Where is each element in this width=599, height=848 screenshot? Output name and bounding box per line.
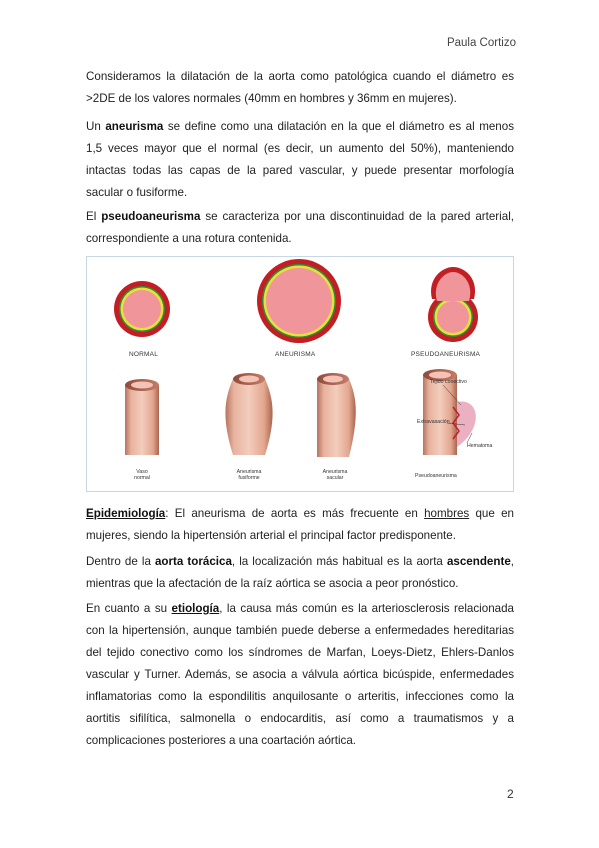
- aneurysm-figure: [86, 256, 514, 492]
- paragraph-aneurisma: [86, 116, 514, 204]
- normal-cross-section: [114, 281, 170, 337]
- text-post: que en mujeres, siendo la hipertensión arterial el principal factor predisponente.: [86, 507, 514, 542]
- label-aneurisma: ANEURISMA: [275, 351, 316, 358]
- caption-aneurisma-fusiforme: Aneurisma fusiforme: [236, 469, 262, 481]
- text-mid: : El aneurisma de aorta es más frecuente en: [165, 507, 425, 520]
- text-pre: Un: [86, 120, 106, 133]
- page-number: 2: [507, 787, 514, 801]
- term-epidemiologia: Epidemiología: [86, 507, 166, 520]
- term-aneurisma: aneurisma: [105, 120, 164, 133]
- text-pre: El: [86, 210, 102, 223]
- label-hematoma: Hematoma: [467, 443, 493, 449]
- term-etiologia: etiología: [171, 602, 220, 615]
- normal-vessel: [125, 379, 159, 455]
- aneurysm-illustration: [87, 257, 513, 491]
- caption-aneurisma-sacular: Aneurisma sacular: [322, 469, 348, 481]
- term-ascendente: ascendente: [446, 555, 511, 568]
- aneurysm-cross-section: [257, 259, 341, 343]
- label-normal: NORMAL: [129, 351, 159, 358]
- label-tejido-conectivo: Tejido conectivo: [430, 379, 467, 385]
- paragraph-localizacion: [86, 551, 514, 595]
- paragraph-pseudoaneurisma: [86, 206, 514, 250]
- text-pre: Dentro de la: [86, 555, 155, 568]
- label-extravasacion: Extravasación: [417, 419, 450, 425]
- text-pre: En cuanto a su: [86, 602, 172, 615]
- caption-vaso-normal: Vaso normal: [134, 469, 150, 481]
- term-pseudoaneurisma: pseudoaneurisma: [101, 210, 201, 223]
- paragraph-etiologia: [86, 598, 514, 752]
- paragraph-text: Consideramos la dilatación de la aorta como patológica cuando el diámetro es >2DE de los valores normales (40mm en hombres y 36mm en mujeres).: [86, 70, 514, 105]
- term-aorta-toracica: aorta torácica: [154, 555, 232, 568]
- text-post: , mientras que la afectación de la raíz aórtica se asocia a peor pronóstico.: [86, 555, 514, 590]
- text-post: se define como una dilatación en la que el diámetro es al menos 1,5 veces mayor que el normal (es decir, un aumento del 50%), manteniendo intactas todas las capas de la pared vascular, y puede presentar morfología sacular o fusiforme.: [86, 120, 514, 199]
- paragraph-epidemiologia: [86, 503, 514, 547]
- paragraph-definition: [86, 66, 514, 110]
- fusiform-aneurysm: [225, 373, 272, 455]
- text-post: se caracteriza por una discontinuidad de la pared arterial, correspondiente a una rotura contenida.: [86, 210, 514, 245]
- term-hombres: hombres: [424, 507, 470, 520]
- page-header-author: Paula Cortizo: [446, 37, 516, 49]
- saccular-aneurysm: [317, 373, 356, 457]
- pseudoaneurysm-cross-section: [428, 267, 478, 342]
- text-post: , la causa más común es la arteriosclerosis relacionada con la hipertensión, aunque también puede deberse a enfermedades hereditarias del tejido conectivo como los síndromes de Marfan, Loeys-Dietz, Ehlers-Danlos vascular y Turner. Además, se asocia a válvula aórtica bicúspide, enfermedades inflamatorias como la espondilitis anquilosante o arteritis, infecciones como la aortitis sifilítica, salmonella o endocarditis, así como a traumatismos y a complicaciones posteriores a una coartación aórtica.: [86, 602, 514, 747]
- caption-pseudoaneurisma: Pseudoaneurisma: [415, 473, 457, 479]
- text-mid: , la localización más habitual es la aorta: [231, 555, 447, 568]
- label-pseudoaneurisma: PSEUDOANEURISMA: [411, 351, 481, 358]
